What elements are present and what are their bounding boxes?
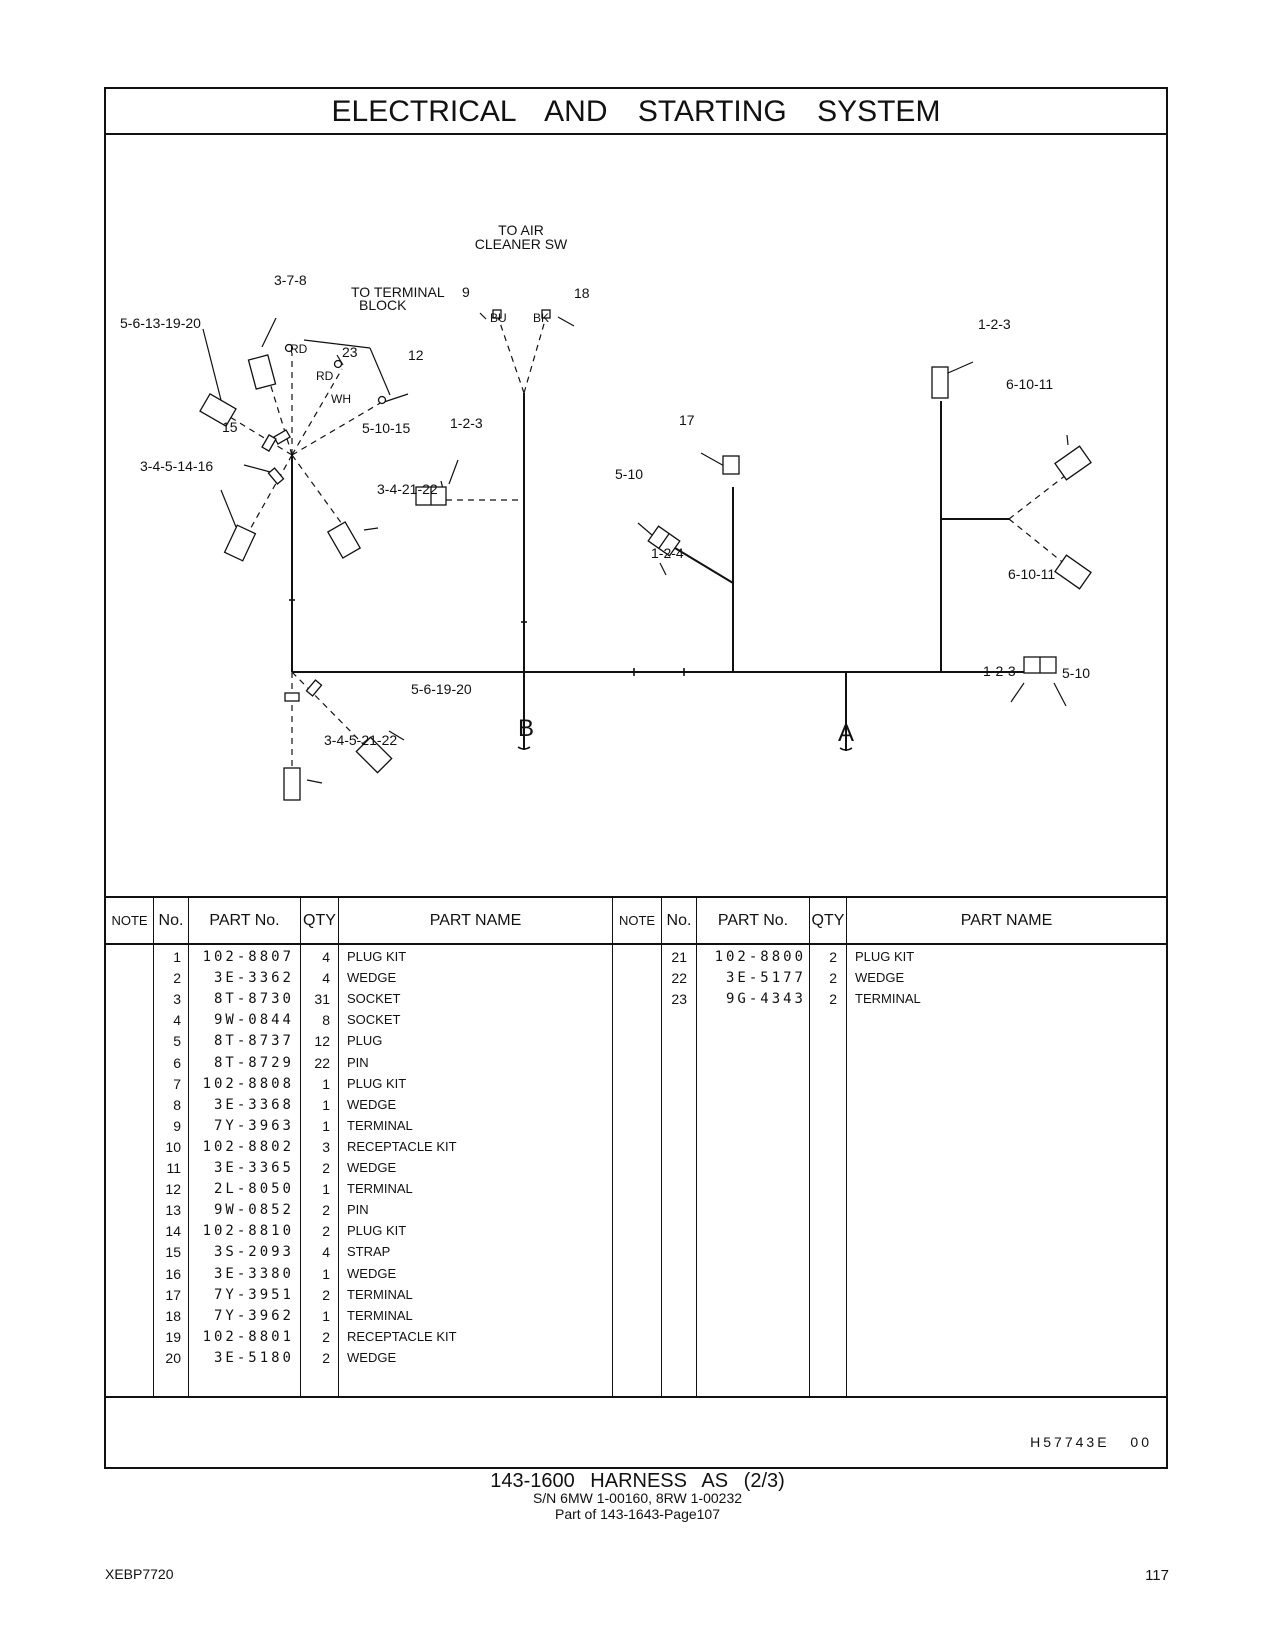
cell-no: 7 <box>173 1075 181 1092</box>
cell-qty: 12 <box>314 1033 330 1050</box>
cell-no: 4 <box>173 1012 181 1029</box>
cell-name: TERMINAL <box>855 991 921 1007</box>
cell-no: 21 <box>671 949 687 965</box>
table-row <box>106 1305 612 1327</box>
header-qty-left: QTY <box>303 912 336 929</box>
cell-no: 16 <box>165 1265 181 1282</box>
label-17: 17 <box>679 412 695 428</box>
label-3-7-8: 3-7-8 <box>274 272 307 288</box>
cell-part-no: 3E-5180 <box>213 1349 294 1366</box>
label-1-2-4: 1-2-4 <box>651 545 684 561</box>
cell-qty: 2 <box>829 970 837 987</box>
header-part-no-left: PART No. <box>209 912 280 929</box>
cell-name: TERMINAL <box>347 1181 413 1197</box>
cell-no: 5 <box>173 1033 181 1050</box>
cell-name: SOCKET <box>347 991 401 1007</box>
table-row <box>612 946 1166 968</box>
label-6-10-11-b: 6-10-11 <box>1008 566 1056 582</box>
cell-part-no: 8T-8737 <box>213 1033 294 1050</box>
cell-name: SOCKET <box>347 1012 401 1028</box>
label-1-2-3-b: 1-2-3 <box>978 316 1011 332</box>
cell-qty: 8 <box>322 1012 330 1029</box>
cell-no: 19 <box>165 1328 181 1345</box>
cell-part-no: 3S-2093 <box>213 1244 294 1261</box>
label-rd-2: RD <box>316 369 334 383</box>
label-1-2-3-c: 1-2-3 <box>983 663 1016 679</box>
table-row <box>106 1157 612 1179</box>
table-row <box>106 1073 612 1095</box>
cell-qty: 1 <box>322 1075 330 1092</box>
label-23: 23 <box>342 344 358 360</box>
cell-no: 22 <box>671 970 687 987</box>
table-row <box>106 1136 612 1158</box>
label-18: 18 <box>574 285 590 301</box>
label-to-air-1: TO AIR <box>498 222 544 238</box>
cell-part-no: 3E-5177 <box>725 970 806 987</box>
cell-name: RECEPTACLE KIT <box>347 1328 457 1344</box>
cell-no: 20 <box>165 1349 181 1366</box>
cell-name: WEDGE <box>347 1160 397 1175</box>
label-9: 9 <box>462 284 470 300</box>
label-B: B <box>517 715 535 742</box>
cell-part-no: 2L-8050 <box>213 1181 294 1198</box>
page-title: ELECTRICAL AND STARTING SYSTEM <box>106 89 1166 135</box>
cell-qty: 4 <box>322 1244 330 1261</box>
cell-qty: 3 <box>322 1138 330 1155</box>
cell-qty: 2 <box>322 1223 330 1240</box>
cell-part-no: 9W-0852 <box>213 1202 294 1219</box>
cell-name: WEDGE <box>347 970 397 986</box>
cell-part-no: 102-8810 <box>202 1223 294 1240</box>
table-row <box>106 1115 612 1137</box>
cell-no: 8 <box>173 1096 181 1113</box>
label-to-terminal-2: BLOCK <box>359 297 407 313</box>
label-12: 12 <box>408 347 424 363</box>
cell-qty: 1 <box>322 1265 330 1282</box>
cell-qty: 22 <box>314 1054 330 1071</box>
cell-name: PIN <box>347 1202 369 1218</box>
cell-qty: 2 <box>322 1160 330 1176</box>
cell-no: 17 <box>165 1286 181 1303</box>
cell-name: WEDGE <box>347 1349 397 1365</box>
cell-part-no: 3E-3362 <box>213 970 294 987</box>
label-3-4-21-22: 3-4-21-22 <box>377 481 438 497</box>
cell-name: PIN <box>347 1054 369 1070</box>
cell-qty: 2 <box>322 1286 330 1303</box>
cell-name: STRAP <box>347 1244 391 1260</box>
cell-no: 2 <box>173 970 181 987</box>
label-5-10-b: 5-10 <box>1062 665 1091 681</box>
cell-qty: 1 <box>322 1096 330 1113</box>
wiring-diagram <box>106 135 1166 896</box>
cell-part-no: 9G-4343 <box>725 991 806 1008</box>
cell-part-no: 3E-3368 <box>213 1096 294 1113</box>
cell-qty: 2 <box>829 949 837 965</box>
cell-part-no: 7Y-3962 <box>213 1307 294 1324</box>
cell-no: 10 <box>165 1138 181 1155</box>
cell-qty: 4 <box>322 949 330 965</box>
cell-qty: 2 <box>322 1328 330 1345</box>
label-5-10-a: 5-10 <box>615 466 644 482</box>
cell-qty: 1 <box>322 1307 330 1324</box>
header-part-name-left: PART NAME <box>429 912 522 929</box>
table-row <box>106 1178 612 1200</box>
cell-name: PLUG KIT <box>347 1075 407 1091</box>
header-note-right: NOTE <box>618 913 656 928</box>
label-bk: BK <box>533 311 550 325</box>
cell-part-no: 102-8802 <box>202 1138 294 1155</box>
cell-part-no: 7Y-3963 <box>213 1117 294 1134</box>
table-row <box>106 1052 612 1074</box>
table-row <box>106 1241 612 1263</box>
reference-area <box>106 1396 1166 1469</box>
table-row <box>106 1284 612 1306</box>
header-no-left: No. <box>158 912 184 929</box>
cell-part-no: 9W-0844 <box>213 1012 294 1029</box>
cell-qty: 2 <box>322 1202 330 1219</box>
cell-no: 15 <box>165 1244 181 1261</box>
cell-no: 12 <box>165 1181 181 1198</box>
label-6-10-11-a: 6-10-11 <box>1006 376 1054 392</box>
table-row <box>106 1009 612 1031</box>
cell-no: 11 <box>166 1160 181 1176</box>
label-1-2-3-a: 1-2-3 <box>450 415 483 431</box>
cell-name: PLUG KIT <box>855 949 915 964</box>
table-row <box>612 988 1166 1010</box>
cell-name: TERMINAL <box>347 1307 413 1323</box>
cell-name: TERMINAL <box>347 1117 413 1133</box>
cell-qty: 2 <box>829 991 837 1008</box>
label-wh: WH <box>331 392 351 406</box>
label-bu: BU <box>490 311 507 325</box>
cell-qty: 2 <box>322 1349 330 1366</box>
cell-part-no: 102-8808 <box>202 1075 294 1092</box>
label-3-4-5-14-16: 3-4-5-14-16 <box>140 458 214 474</box>
cell-no: 14 <box>165 1223 181 1240</box>
cell-no: 6 <box>173 1054 181 1071</box>
cell-part-no: 3E-3365 <box>213 1160 294 1176</box>
label-rd-1: RD <box>290 342 308 356</box>
cell-name: PLUG <box>347 1033 383 1049</box>
cell-part-no: 8T-8730 <box>213 991 294 1008</box>
reference-code: H57743E 00 <box>1030 1434 1152 1450</box>
cell-name: PLUG KIT <box>347 1223 407 1239</box>
cell-part-no: 8T-8729 <box>213 1054 294 1071</box>
page-frame <box>104 87 1168 1469</box>
header-part-no-right: PART No. <box>717 912 789 929</box>
label-A: A <box>837 720 855 747</box>
label-5-6-19-20: 5-6-19-20 <box>411 681 472 697</box>
label-15: 15 <box>222 419 238 435</box>
cell-no: 18 <box>165 1307 181 1324</box>
cell-no: 23 <box>671 991 687 1008</box>
table-row <box>612 967 1166 989</box>
header-qty-right: QTY <box>811 912 845 929</box>
cell-name: WEDGE <box>347 1265 397 1281</box>
cell-qty: 1 <box>322 1117 330 1134</box>
caption-serial: S/N 6MW 1-00160, 8RW 1-00232 <box>532 1490 743 1506</box>
cell-no: 13 <box>165 1202 181 1219</box>
table-row <box>106 1326 612 1348</box>
table-row <box>106 967 612 989</box>
cell-qty: 4 <box>322 970 330 987</box>
caption-part-of: Part of 143-1643-Page107 <box>554 1506 720 1522</box>
cell-qty: 31 <box>314 991 330 1008</box>
harness-drawing <box>106 135 1166 896</box>
table-row <box>106 1094 612 1116</box>
label-to-terminal-1: TO TERMINAL <box>351 284 445 300</box>
cell-part-no: 102-8800 <box>714 949 806 965</box>
table-row <box>106 1220 612 1242</box>
cell-name: RECEPTACLE KIT <box>347 1138 457 1154</box>
table-row <box>106 1263 612 1285</box>
cell-part-no: 102-8801 <box>202 1328 294 1345</box>
label-5-6-13-19-20: 5-6-13-19-20 <box>120 315 201 331</box>
page-number: 117 <box>1145 1567 1169 1584</box>
table-row <box>106 1199 612 1221</box>
document-id: XEBP7720 <box>105 1566 174 1582</box>
cell-name: PLUG KIT <box>347 949 407 964</box>
cell-name: WEDGE <box>855 970 905 986</box>
header-note-left: NOTE <box>111 913 148 928</box>
cell-no: 1 <box>173 949 181 965</box>
cell-name: WEDGE <box>347 1096 397 1112</box>
table-row <box>106 1347 612 1369</box>
parts-table <box>106 896 1166 1396</box>
header-no-right: No. <box>666 912 692 929</box>
table-row <box>106 1030 612 1052</box>
cell-name: TERMINAL <box>347 1286 413 1302</box>
table-row <box>106 946 612 968</box>
cell-no: 3 <box>173 991 181 1008</box>
header-part-name-right: PART NAME <box>960 912 1053 929</box>
label-to-air-2: CLEANER SW <box>474 236 568 252</box>
label-3-4-5-21-22: 3-4-5-21-22 <box>324 732 398 748</box>
label-5-10-15: 5-10-15 <box>362 420 411 436</box>
cell-qty: 1 <box>322 1181 330 1198</box>
cell-part-no: 7Y-3951 <box>213 1286 294 1303</box>
table-row <box>106 988 612 1010</box>
cell-no: 9 <box>173 1117 181 1134</box>
cell-part-no: 102-8807 <box>202 949 294 965</box>
cell-part-no: 3E-3380 <box>213 1265 294 1282</box>
caption-title: 143-1600 HARNESS AS (2/3) <box>490 1470 785 1492</box>
